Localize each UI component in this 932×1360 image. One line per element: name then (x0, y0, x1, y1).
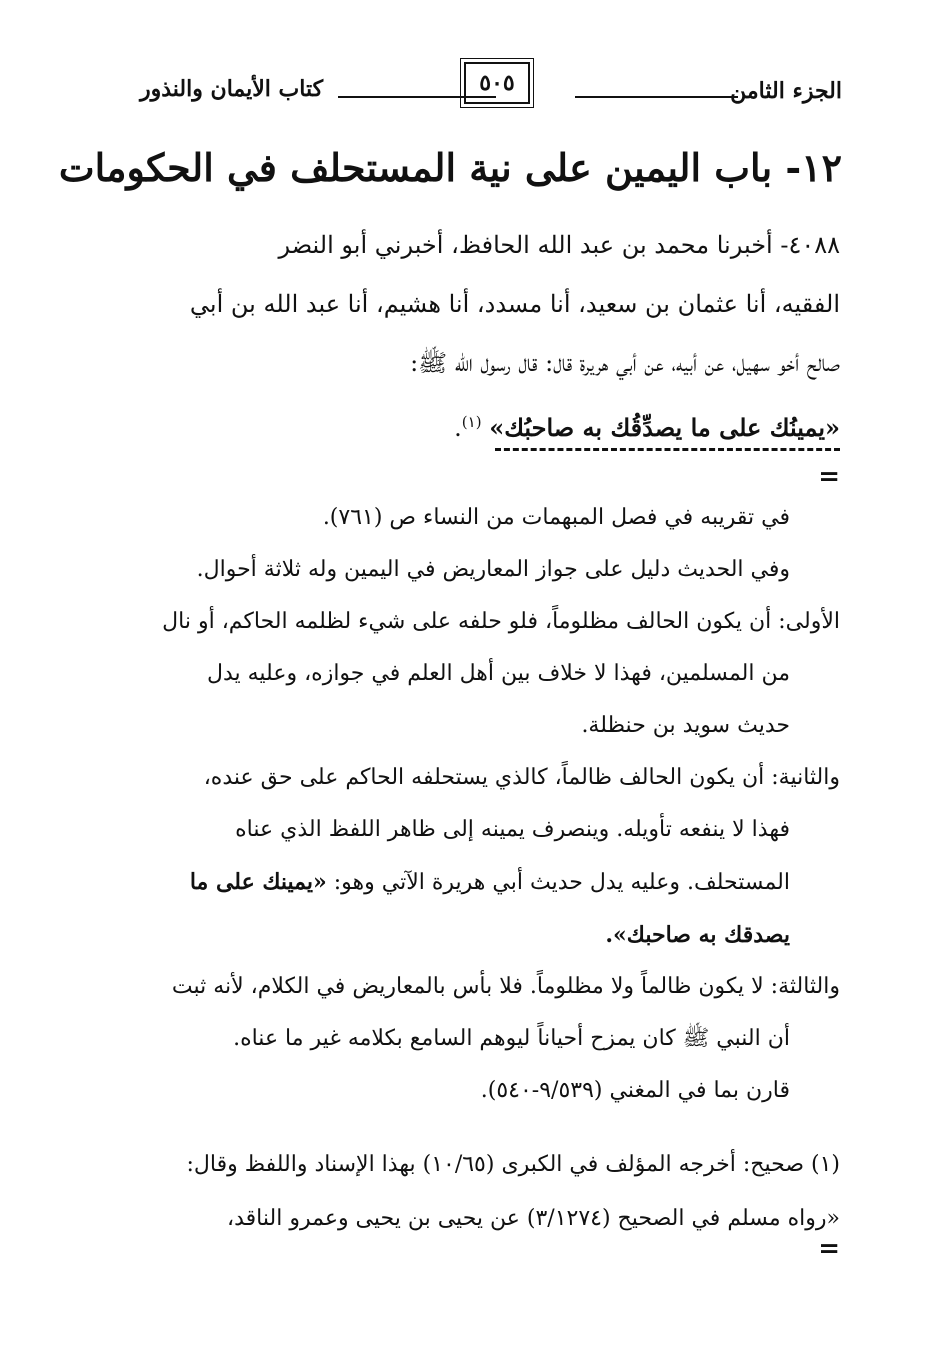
note-line: الأولى: أن يكون الحالف مظلوماً، فلو حلفه على شيء لظلمه الحاكم، أو نال (162, 609, 840, 634)
footnote-reference: (١) (461, 413, 482, 431)
page-number: ٥٠٥ (464, 62, 530, 104)
continuation-mark: = (818, 462, 840, 492)
quote-text: «يمينك على ما (189, 869, 327, 895)
note-text: المستحلف. وعليه يدل حديث أبي هريرة الآتي وهو: (326, 870, 790, 895)
chapter-heading: ١٢- باب اليمين على نية المستحلف في الحكومات (58, 145, 842, 190)
hadith-text (122, 216, 840, 458)
commentary (118, 492, 840, 1117)
note-line: والثالثة: لا يكون ظالماً ولا مظلوماً. فلا بأس بالمعاريض في الكلام، لأنه ثبت (171, 974, 840, 999)
prophetic-quote: «يمينُك على ما يصدِّقُك به صاحبُك» (489, 413, 840, 442)
section-separator (495, 448, 840, 451)
hadith-end: . (454, 414, 462, 442)
note-line: أن النبي ﷺ كان يمزح أحياناً ليوهم السامع بكلامه غير ما عناه. (233, 1026, 790, 1051)
part-label: الجزء الثامن (730, 78, 842, 104)
footnote (118, 1138, 840, 1246)
hadith-line-2: الفقيه، أنا عثمان بن سعيد، أنا مسدد، أنا هشيم، أنا عبد الله بن أبي (189, 290, 840, 318)
hadith-line-3: صالح أخو سهيل، عن أبيه، عن أبي هريرة قال: قال رسول الله ﷺ: (410, 349, 840, 377)
footnote-line-1: (١) صحيح: أخرجه المؤلف في الكبرى (١٠/٦٥) بهذا الإسناد واللفظ وقال: (186, 1152, 840, 1177)
note-line: من المسلمين، فهذا لا خلاف بين أهل العلم في جوازه، وعليه يدل (206, 661, 790, 686)
note-line: حديث سويد بن حنظلة. (581, 713, 790, 738)
note-line: وفي الحديث دليل على جواز المعاريض في اليمين وله ثلاثة أحوال. (196, 557, 790, 582)
note-line (118, 856, 840, 909)
note-line: يصدقك به صاحبك». (605, 922, 790, 948)
header-rule-right (575, 96, 738, 98)
hadith-line-1: ٤٠٨٨- أخبرنا محمد بن عبد الله الحافظ، أخبرني أبو النضر (278, 231, 840, 259)
footnote-continuation-mark: = (818, 1234, 840, 1264)
note-line: في تقريبه في فصل المبهمات من النساء ص (٧٦١). (322, 505, 790, 530)
book-title: كتاب الأيمان والنذور (140, 76, 324, 102)
header-rule-left (338, 96, 496, 98)
note-line: قارن بما في المغني (٩/٥٣٩-٥٤٠). (480, 1078, 790, 1103)
note-line: فهذا لا ينفعه تأويله. وينصرف يمينه إلى ظاهر اللفظ الذي عناه (235, 817, 790, 842)
running-header (120, 62, 842, 122)
footnote-line-2: «رواه مسلم في الصحيح (٣/١٢٧٤) عن يحيى بن يحيى وعمرو الناقد، (227, 1206, 840, 1231)
note-line: والثانية: أن يكون الحالف ظالماً، كالذي يستحلفه الحاكم على حق عنده، (203, 765, 840, 790)
